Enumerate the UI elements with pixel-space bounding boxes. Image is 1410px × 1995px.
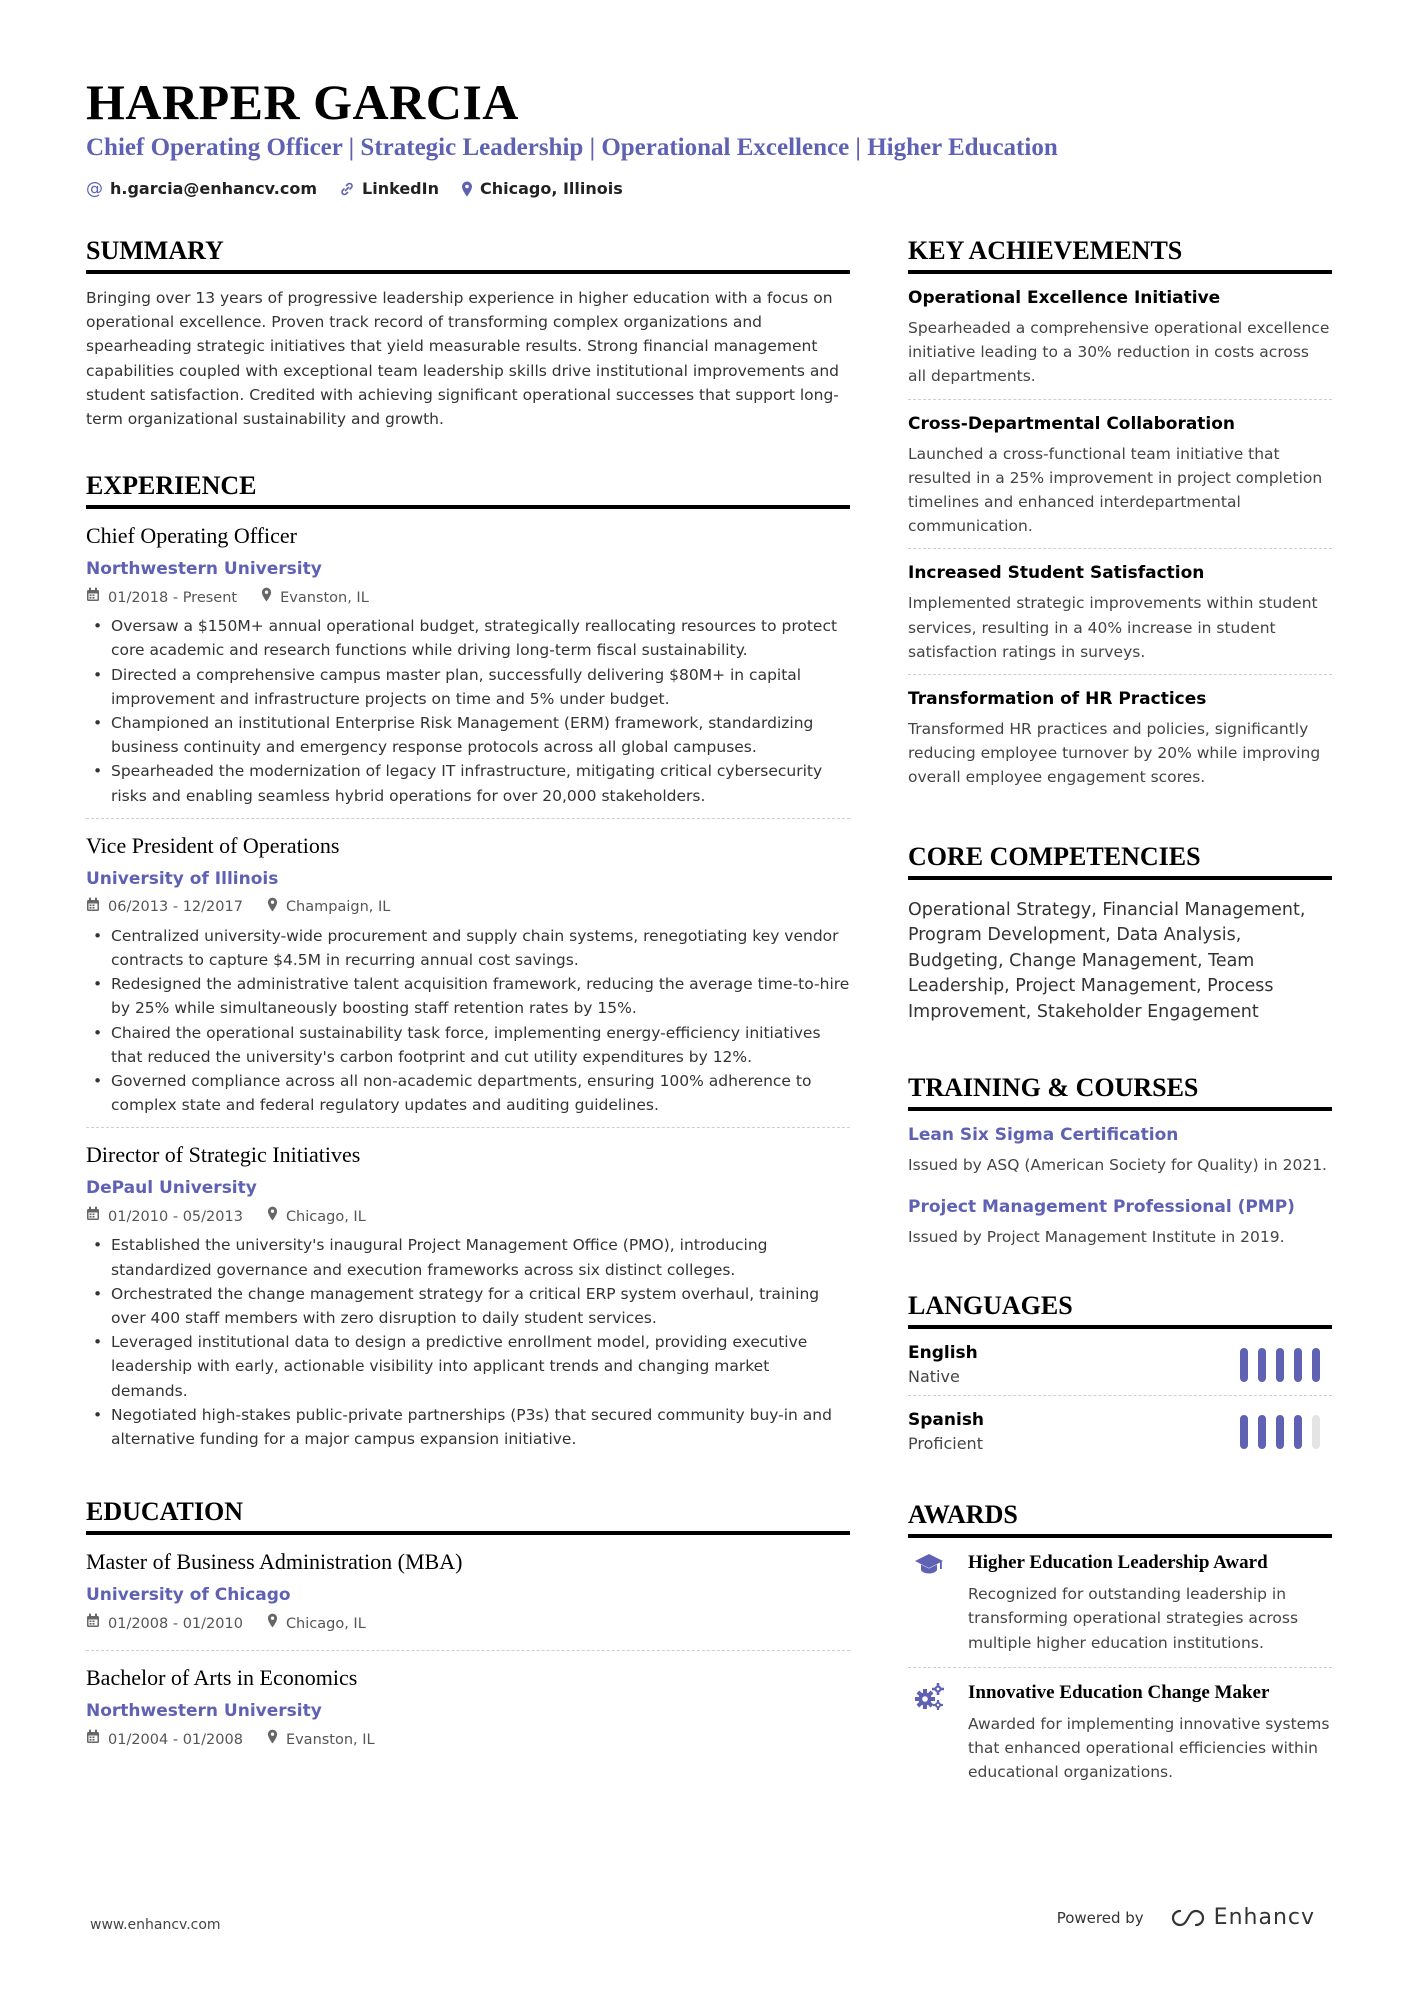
- calendar-icon: [86, 1729, 100, 1750]
- course-entry: [908, 1123, 1332, 1177]
- award-entry: [908, 1550, 1332, 1668]
- degree-title: Bachelor of Arts in Economics: [86, 1665, 358, 1691]
- link-icon: [339, 181, 355, 197]
- entry-dates: 06/2013 - 12/2017: [108, 899, 243, 916]
- language-entry: [908, 1408, 1332, 1462]
- experience-list: [86, 521, 850, 1461]
- entry-location: Champaign, IL: [285, 899, 391, 916]
- achievement-entry: [908, 412, 1332, 550]
- job-title: Chief Operating Officer: [86, 523, 297, 549]
- rating-bar: [1294, 1348, 1302, 1382]
- course-title[interactable]: Project Management Professional (PMP): [908, 1197, 1295, 1218]
- enhancv-logo-text: Enhancv: [1213, 1905, 1315, 1930]
- course-text: Issued by Project Management Institute in 2019.: [908, 1228, 1285, 1247]
- job-bullet: • Orchestrated the change management strategy for a critical ERP system overhaul, training over 400 staff members with zero disruption to daily student services.: [86, 1282, 850, 1330]
- entry-meta: [86, 897, 850, 918]
- graduation-cap-icon: [908, 1550, 950, 1655]
- languages-list: [908, 1341, 1332, 1462]
- candidate-name: HARPER GARCIA: [86, 74, 519, 130]
- experience-heading: EXPERIENCE: [86, 469, 850, 509]
- achievements-heading: KEY ACHIEVEMENTS: [908, 234, 1332, 274]
- award-title: Higher Education Leadership Award: [968, 1552, 1268, 1574]
- rating-bar: [1240, 1415, 1248, 1449]
- job-bullet: • Spearheaded the modernization of legacy IT infrastructure, mitigating critical cybersecurity risks and enabling seamless hybrid operations for over 20,000 stakeholders.: [86, 759, 850, 807]
- job-bullet: • Governed compliance across all non-academic departments, ensuring 100% adherence to complex state and federal regulatory updates and auditing guidelines.: [86, 1069, 850, 1117]
- organization-name: University of Illinois: [86, 868, 279, 889]
- achievement-title: Transformation of HR Practices: [908, 689, 1207, 710]
- competencies-heading: CORE COMPETENCIES: [908, 840, 1332, 880]
- experience-entry: [86, 831, 850, 1129]
- job-bullet: • Centralized university-wide procurement and supply chain systems, renegotiating key vendor contracts to capture $4.5M in recurring annual cost savings.: [86, 924, 850, 972]
- job-bullet: • Leveraged institutional data to design a predictive enrollment model, providing executive leadership with early, actionable visibility into applicant trends and changing market demands.: [86, 1330, 850, 1403]
- course-text: Issued by ASQ (American Society for Quality) in 2021.: [908, 1156, 1327, 1175]
- location-pin-icon: [267, 1729, 278, 1750]
- awards-list: [908, 1550, 1332, 1796]
- enhancv-logo-icon: [1166, 1907, 1206, 1929]
- at-icon: @: [86, 179, 103, 199]
- job-bullet: • Oversaw a $150M+ annual operational budget, strategically reallocating resources to protect core academic and research functions while driving long-term fiscal sustainability.: [86, 614, 850, 662]
- language-rating: [1240, 1415, 1320, 1449]
- award-text: Recognized for outstanding leadership in transforming operational strategies across multiple higher education institutions.: [968, 1585, 1299, 1652]
- job-bullets: [86, 614, 850, 808]
- rating-bar: [1276, 1348, 1284, 1382]
- entry-dates: 01/2018 - Present: [108, 589, 238, 606]
- candidate-title: Chief Operating Officer | Strategic Leadership | Operational Excellence | Higher Education: [86, 134, 1058, 161]
- footer-branding: [1057, 1905, 1315, 1930]
- calendar-icon: [86, 1206, 100, 1227]
- organization-name: Northwestern University: [86, 559, 322, 580]
- gears-icon: [908, 1680, 950, 1785]
- rating-bar: [1312, 1415, 1320, 1449]
- rating-bar: [1294, 1415, 1302, 1449]
- language-level: Proficient: [908, 1434, 983, 1454]
- linkedin-text: LinkedIn: [362, 179, 439, 198]
- achievement-text: Implemented strategic improvements within student services, resulting in a 40% increase in student satisfaction ratings in surveys.: [908, 594, 1318, 661]
- entry-location: Chicago, IL: [285, 1615, 366, 1632]
- entry-meta: [86, 587, 850, 608]
- location-pin-icon: [267, 897, 278, 918]
- education-list: [86, 1547, 850, 1766]
- calendar-icon: [86, 897, 100, 918]
- rating-bar: [1258, 1415, 1266, 1449]
- achievements-list: [908, 286, 1332, 800]
- achievement-text: Spearheaded a comprehensive operational excellence initiative leading to a 30% reduction in costs across all departments.: [908, 319, 1330, 386]
- award-title: Innovative Education Change Maker: [968, 1681, 1270, 1703]
- location-pin-icon: [267, 1613, 278, 1634]
- achievement-title: Cross-Departmental Collaboration: [908, 413, 1236, 434]
- job-bullet: • Chaired the operational sustainability task force, implementing energy-efficiency initiatives that reduced the university's carbon footprint and cut utility expenditures by 12%.: [86, 1021, 850, 1069]
- awards-heading: AWARDS: [908, 1498, 1332, 1538]
- languages-heading: LANGUAGES: [908, 1289, 1332, 1329]
- enhancv-logo[interactable]: [1166, 1905, 1315, 1930]
- summary-heading: SUMMARY: [86, 234, 850, 274]
- footer-website[interactable]: www.enhancv.com: [90, 1917, 221, 1933]
- entry-meta: [86, 1729, 850, 1750]
- achievement-text: Transformed HR practices and policies, significantly reducing employee turnover by 20% while improving overall employee engagement scores.: [908, 720, 1321, 787]
- achievement-entry: [908, 286, 1332, 400]
- job-bullets: [86, 924, 850, 1118]
- award-entry: [908, 1680, 1332, 1797]
- language-entry: [908, 1341, 1332, 1396]
- job-title: Vice President of Operations: [86, 832, 340, 858]
- job-bullet: • Championed an institutional Enterprise Risk Management (ERM) framework, standardizing business continuity and emergency response protocols across all global campuses.: [86, 711, 850, 759]
- education-entry: [86, 1663, 850, 1766]
- calendar-icon: [86, 1613, 100, 1634]
- job-bullet: • Directed a comprehensive campus master plan, successfully delivering $80M+ in capital improvement and infrastructure projects on time and 5% under budget.: [86, 663, 850, 711]
- rating-bar: [1312, 1348, 1320, 1382]
- school-name: University of Chicago: [86, 1585, 291, 1606]
- award-text: Awarded for implementing innovative systems that enhanced operational efficiencies within educational organizations.: [968, 1714, 1330, 1782]
- contact-bar: [86, 178, 623, 200]
- language-name: Spanish: [908, 1410, 985, 1431]
- job-bullet: • Negotiated high-stakes public-private partnerships (P3s) that secured community buy-in and alternative funding for a major campus expansion initiative.: [86, 1403, 850, 1451]
- left-column: [86, 234, 850, 1778]
- experience-entry: [86, 1140, 850, 1461]
- achievement-entry: [908, 561, 1332, 675]
- entry-dates: 01/2008 - 01/2010: [108, 1615, 243, 1632]
- education-heading: EDUCATION: [86, 1495, 850, 1535]
- education-entry: [86, 1547, 850, 1651]
- rating-bar: [1258, 1348, 1266, 1382]
- entry-location: Chicago, IL: [285, 1208, 366, 1225]
- entry-meta: [86, 1613, 850, 1634]
- entry-dates: 01/2010 - 05/2013: [108, 1208, 243, 1225]
- achievement-entry: [908, 687, 1332, 800]
- job-bullets: [86, 1233, 850, 1451]
- calendar-icon: [86, 587, 100, 608]
- rating-bar: [1276, 1415, 1284, 1449]
- powered-by-text: Powered by: [1056, 1908, 1144, 1927]
- contact-location: [461, 178, 623, 200]
- degree-title: Master of Business Administration (MBA): [86, 1549, 463, 1575]
- achievement-title: Operational Excellence Initiative: [908, 288, 1221, 308]
- entry-location: Evanston, IL: [280, 589, 369, 606]
- right-column: [908, 234, 1332, 1808]
- location-text: Chicago, Illinois: [479, 179, 623, 198]
- summary-text: Bringing over 13 years of progressive leadership experience in higher education with a focus on operational excellence. Proven track record of transforming complex organizations and spearheading strategic initiatives that yield measurable results. Strong financial management capabilities coupled with exceptional team leadership skills drive institutional improvements and student satisfaction. Credited with achieving significant operational successes that support long-term organizational sustainability and growth.: [86, 289, 840, 429]
- experience-entry: [86, 521, 850, 819]
- training-list: [908, 1123, 1332, 1249]
- entry-dates: 01/2004 - 01/2008: [108, 1731, 243, 1748]
- achievement-text: Launched a cross-functional team initiative that resulted in a 25% improvement in project completion timelines and enhanced interdepartmental communication.: [908, 444, 1323, 536]
- location-pin-icon: [267, 1206, 278, 1227]
- achievement-title: Increased Student Satisfaction: [908, 563, 1205, 584]
- course-title[interactable]: Lean Six Sigma Certification: [908, 1125, 1179, 1146]
- entry-meta: [86, 1206, 850, 1227]
- entry-location: Evanston, IL: [285, 1731, 375, 1748]
- language-name: English: [908, 1343, 978, 1364]
- school-name: Northwestern University: [86, 1701, 322, 1722]
- language-level: Native: [908, 1367, 960, 1387]
- language-rating: [1240, 1348, 1320, 1382]
- location-pin-icon: [261, 587, 272, 608]
- job-bullet: • Established the university's inaugural Project Management Office (PMO), introducing standardized governance and execution frameworks across six distinct colleges.: [86, 1233, 850, 1281]
- training-heading: TRAINING & COURSES: [908, 1071, 1332, 1111]
- organization-name: DePaul University: [86, 1178, 257, 1199]
- job-title: Director of Strategic Initiatives: [86, 1142, 361, 1168]
- contact-email[interactable]: [86, 178, 317, 200]
- location-pin-icon: [461, 181, 473, 197]
- email-text: h.garcia@enhancv.com: [110, 179, 318, 198]
- course-entry: [908, 1195, 1332, 1249]
- competencies-text: Operational Strategy, Financial Management, Program Development, Data Analysis, Budgeting, Change Management, Team Leadership, Project Management, Process Improvement, Stakeholder Engagement: [908, 899, 1306, 1022]
- contact-linkedin[interactable]: [339, 178, 439, 200]
- rating-bar: [1240, 1348, 1248, 1382]
- job-bullet: • Redesigned the administrative talent acquisition framework, reducing the average time-to-hire by 25% while simultaneously boosting staff retention rates by 15%.: [86, 972, 850, 1020]
